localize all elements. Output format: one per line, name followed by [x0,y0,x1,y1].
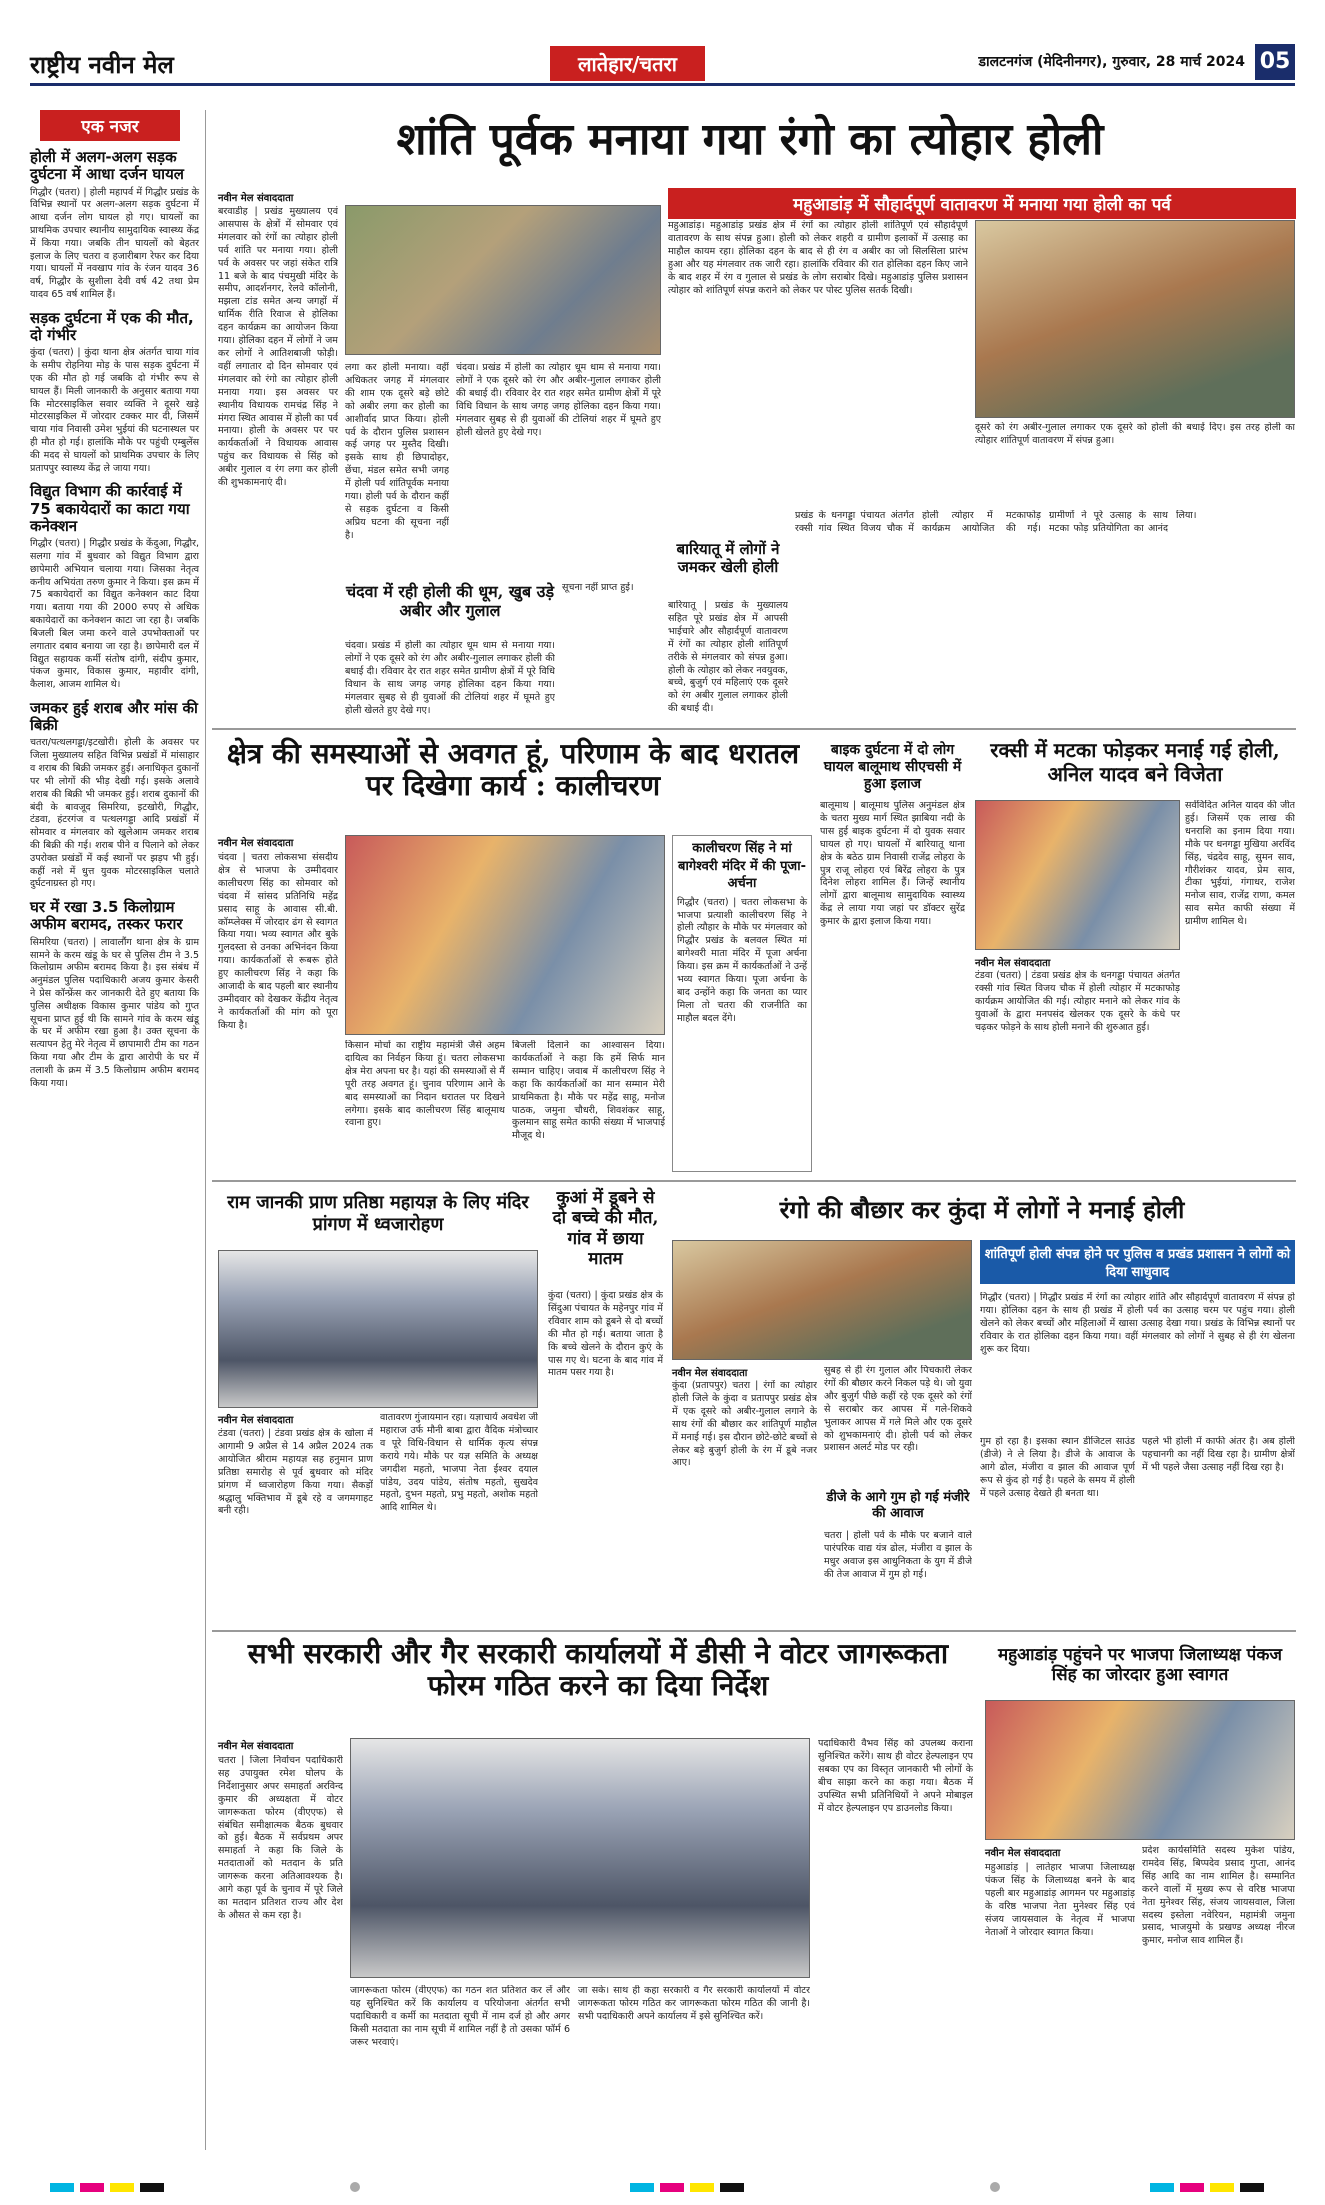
sidebar-item-headline: होली में अलग-अलग सड़क दुर्घटना में आधा दर्जन घायल [30,148,184,184]
sidebar-item-text: चतरा/पत्थलगड्डा/इटखोरी। होली के अवसर पर जिला मुख्यालय सहित विभिन्न प्रखंडों में मांसाहार व शराब की बिक्री जमकर हुई। अनाधिकृत दुकानों पर भी लोगों की भीड़ देखी गई। इसके अलावे शराब की बिक्री भी जमकर हुई। शराब दुकानों की बंदी के बावजूद सिमरिया, इटखोरी, गिद्धौर, टंडवा, हंटरगंज व पत्थलगड्डा आदि प्रखंडों में सोमवार व मंगलवार को खुलेआम जमकर शराब की बिक्री की गई। शराब पीने व पिलाने को लेकर उपरोक्त प्रखंडों में कई स्थानों पर झड़प भी हुई। कहीं नशे में धुत्त युवक मोटरसाइकिल चलाते दुर्घटनाग्रस्त हो गए। [30,737,199,890]
lead-headline: शांति पूर्वक मनाया गया रंगो का त्योहार होली [396,114,1104,165]
sidebar-item-headline: विद्युत विभाग की कार्रवाई में 75 बकायेदारों का काटा गया कनेक्शन [30,482,190,535]
divider [212,728,1296,730]
sidebar-item-headline: सड़क दुर्घटना में एक की मौत, दो गंभीर [30,308,194,345]
kalicharan-puja-box [672,835,812,1172]
divider [212,1180,1296,1182]
kalicharan-photo [345,835,665,1035]
kunda-photo [672,1240,972,1360]
kalicharan-text: चंदवा | चतरा लोकसभा संसदीय क्षेत्र से भाजपा के उम्मीदवार कालीचरण सिंह का सोमवार को चंदवा में सांसद प्रतिनिधि महेंद्र प्रसाद साहू के आवास सी.बी. कॉम्प्लेक्स में जोरदार ढंग से स्वागत किया गया। भव्य स्वागत और बुके गुलदस्ता से उनका अभिनंदन किया गया। कार्यकर्ताओं से रूबरू होते हुए कालीचरण सिंह ने कहा कि आजादी के बाद पहली बार स्थानीय उम्मीदवार को देखकर केंद्रीय नेतृत्व ने कार्यकर्ताओं की मांग को पूरा किया है। [218,852,338,1031]
bariyatu-text: बारियातू | प्रखंड के मुख्यालय सहित पूरे प्रखंड क्षेत्र में आपसी भाईचारे और सौहार्दपूर्ण वातावरण में रंगों का त्योहार होली शांतिपूर्ण तरीके से मंगलवार को संपन्न हुआ। होली के त्योहार को लेकर नवयुवक, बच्चे, बुजुर्ग एवं महिलाएं एक दूसरे को रंग अबीर गुलाल लगाकर होली की बधाई दी। [668,600,788,715]
lead-subheadline: चंदवा में रही होली की धूम, खुब उड़े अबीर और गुलाल [345,582,555,621]
paper-name: राष्ट्रीय नवीन मेल [30,51,174,79]
bhajpa-text-2: प्रदेश कार्यसमिति सदस्य मुकेश पांडेय, रामदेव सिंह, बिप्पदेव प्रसाद गुप्ता, आनंद सिंह आदि का नाम शामिल है। सम्मानित करने वालों में मुख्य रूप से वरिष्ठ भाजपा नेता मुनेश्वर सिंह, संजय जायसवाल, जिला सदस्य इस्तेला नवेरियन, महामंत्री जमुना प्रसाद, भाजयुमो के प्रखण्ड अध्यक्ष नीरज कुमार, मनोज साव शामिल हैं। [1142,1845,1295,1947]
lead-text-col2: लगा कर होली मनाया। वहीं अधिकतर जगह में मंगलवार की शाम एक दूसरे बड़े छोटे को अबीर लगा कर होली का आशीर्वाद प्राप्त किया। होली पर्व के दौरान पुलिस प्रशासन कई जगह पर मुस्तैद दिखी। इसके साथ ही छिपादोहर, छेंचा, मंडल समेत सभी जगह में होली पर्व शांतिपूर्वक मनाया गया। होली पर्व के दौरान कहीं से सड़क दुर्घटना व किसी अप्रिय घटना की सूचना नहीं है। [345,362,449,541]
bhajpa-headline: महुआडांड़ पहुंचने पर भाजपा जिलाध्यक्ष पंकज सिंह का जोरदार हुआ स्वागत [997,1645,1282,1686]
kunda-text-2: सुबह से ही रंग गुलाल और पिचकारी लेकर रंगों की बौछार करने निकल पड़े थे। जो युवा और बुजुर्ग पीछे कहीं रहे एक दूसरे को रंगों से सराबोर कर आपस में गले-शिकवे भुलाकर आपस में गले मिले और एक दूसरे को शुभकामनाएं दी। होली पर्व को लेकर प्रशासन अलर्ट मोड पर रही। [824,1365,972,1454]
sidebar-ek-najar [30,110,206,2150]
sidebar-item-text: कुंदा (चतरा) | कुंदा थाना क्षेत्र अंतर्गत चाया गांव के समीप रोहनिया मोड़ के पास सड़क दुर्घटना में एक की मौत हो गई जबकि दो गंभीर रूप से घायल हैं। मिली जानकारी के अनुसार बताया गया कि मोटरसाइकिल सवार व्यक्ति ने दूसरे खड़े मोटरसाइकिल में जोरदार टक्कर मार दी, जिसमें चाया गांव निवासी उमेश भुईयां की घटनास्थल पर ही मौत हो गई। हालांकि मौके पर पहुंची एम्बुलेंस की मदद से घायलों को प्राथमिक उपचार के लिए प्रतापपुर स्वास्थ्य केंद्र ले जाया गया। [30,347,199,474]
raksi-text: टंडवा (चतरा) | टंडवा प्रखंड क्षेत्र के धनगड्डा पंचायत अंतर्गत रक्सी गांव स्थित विजय चौक में होली त्योहार में मटकाफोड़ कार्यक्रम आयोजित की गई। त्योहार मनाने को लेकर गांव के युवाओं के द्वारा मनपसंद खेलकर एक दूसरे के कंधे पर चढ़कर फोड़ने के साथ होली मनाने की शुरुआत हुई। [975,970,1180,1033]
ram-photo [218,1250,538,1408]
sidebar-item [30,899,205,1090]
puja-text: गिद्धौर (चतरा) | चतरा लोकसभा के भाजपा प्रत्याशी कालीचरण सिंह ने होली त्यौहार के मौके पर मंगलवार को गिद्धौर प्रखंड के बलवल स्थित मां बागेश्वरी माता मंदिर में पूजा अर्चना किया। इस क्रम में कार्यकर्ताओं ने उन्हें भव्य स्वागत किया। पूजा अर्चना के बाद उन्होंने कहा कि जनता का प्यार मिला तो चतरा की राजनीति का माहौल बदल देंगे। [677,896,807,1024]
masthead [30,44,1295,86]
puja-headline: कालीचरण सिंह ने मां बागेश्वरी मंदिर में की पूजा-अर्चना [678,841,806,892]
bhajpa-byline: नवीन मेल संवाददाता [985,1848,1061,1859]
kunda-headline: रंगो की बौछार कर कुंदा में लोगों ने मनाई होली [779,1195,1185,1224]
dc-text-2: जागरूकता फोरम (वीएएफ) का गठन शत प्रतिशत कर लें और यह सुनिश्चित करें कि कार्यालय व परियोजना अंतर्गत सभी पदाधिकारी व कर्मी का मतदाता सूची में नाम दर्ज हो और अगर किसी मतदाता का नाम सूची में शामिल नहीं है तो उसका फॉर्म 6 जरूर भरवाएं। [350,1985,570,2048]
sidebar-item [30,310,205,476]
sidebar-item-headline: घर में रखा 3.5 किलोग्राम अफीम बरामद, तस्कर फरार [30,898,183,934]
giddhaur-text-3: पहले भी होली में काफी अंतर है। अब होली पहचानगी का नहीं दिख रहा है। ग्रामीण क्षेत्रों में भी पहले जैसा उत्साह नहीं दिख रहा है। [1142,1436,1295,1473]
kuan-headline: कुआं में डूबने से दो बच्चे की मौत, गांव में छाया मातम [552,1188,659,1270]
kalicharan-text-2: किसान मोर्चा का राष्ट्रीय महामंत्री जैसे अहम दायित्व का निर्वहन किया हूं। चतरा लोकसभा क्षेत्र मेरा अपना घर है। यहां की समस्याओं से मैं पूरी तरह अवगत हूं। चुनाव परिणाम आने के बाद समस्याओं का निदान धरातल पर दिखने लगेगा। इसके बाद कालीचरण सिंह बालूमाथ रवाना हुए। [345,1040,505,1129]
giddhaur-text-2: गुम हो रहा है। इसका स्थान डीजिटल साउंड (डीजे) ने ले लिया है। डीजे के आवाज के आगे ढोल, मंजीरा व झाल की आवाज पूर्ण रूप से कुंद हो गई है। पहले के समय में होली में पहले उत्साह देखते ही बनता था। [980,1436,1135,1499]
dc-headline: सभी सरकारी और गैर सरकारी कार्यालयों में डीसी ने वोटर जागरूकता फोरम गठित करने का दिया निर्देश [247,1637,949,1703]
kunda-text: कुंदा (प्रतापपुर) चतरा | रंगों का त्योहार होली जिले के कुंदा व प्रतापपुर प्रखंड क्षेत्र में एक दूसरे को अबीर-गुलाल लगाने के साथ रंगों की बौछार कर शांतिपूर्ण माहौल में मनाई गई। इस दौरान छोटे-छोटे बच्चों से लेकर बड़े बुजुर्ग होली के रंग में डूबे नजर आए। [672,1380,817,1469]
sidebar-item-text: गिद्धौर (चतरा) | होली महापर्व में गिद्धौर प्रखंड के विभिन्न स्थानों पर अलग-अलग सड़क दुर्घटना में आधा दर्जन लोग घायल हो गए। घायलों का प्राथमिक उपचार स्थानीय सामुदायिक स्वास्थ्य केंद्र में किया गया। जबकि तीन घायलों को बेहतर इलाज के लिए चतरा व हजारीबाग रेफर कर दिया गया। घायलों में नवखाप गांव के रंजन यादव 36 वर्ष, गिद्धौर के सुशीला देवी वर्ष 42 तथा प्रेम यादव 65 वर्ष शामिल हैं। [30,186,199,300]
mahuadanr-headline: महुआडांड़ में सौहार्दपूर्ण वातावरण में मनाया गया होली का पर्व [668,188,1296,219]
raksi-headline: रक्सी में मटका फोड़कर मनाई गई होली, अनिल यादव बने विजेता [990,738,1280,786]
dc-byline: नवीन मेल संवाददाता [218,1741,294,1752]
dc-text: चतरा | जिला निर्वाचन पदाधिकारी सह उपायुक्त रमेश घोलप के निर्देशानुसार अपर समाहर्ता अरविन्द कुमार की अध्यक्षता में वोटर जागरूकता फोरम (वीएएफ) से संबंधित समीक्षात्मक बैठक बुधवार को हुई। बैठक में सर्वप्रथम अपर समाहर्ता ने कहा कि जिले के मतदाताओं को मतदान के प्रति जागरूक करना अतिआवश्यक है। आगे कहा पूर्व के चुनाव में पूरे जिले का मतदान प्रतिशत राज्य और देश के औसत से कम रहा है। [218,1755,343,1921]
balumath-headline: बाइक दुर्घटना में दो लोग घायल बालूमाथ सीएचसी में हुआ इलाज [823,742,962,792]
sidebar-item [30,483,205,692]
sidebar-item [30,149,205,302]
sidebar-item-text: गिद्धौर (चतरा) | गिद्धौर प्रखंड के केंदुआ, गिद्धौर, सलगा गांव में बुधवार को विद्युत विभाग द्वारा छापेमारी अभियान चलाया गया। जिसका नेतृत्व कनीय अभियंता तरुण कुमार ने किया। इस क्रम में 75 बकायेदारों का विद्युत कनेक्शन काट दिया गया। बताया गया की 2000 रुपए से अधिक बकायेदारों का कनेक्शन काटा जा रहा है। जबकि बिजली बिल जमा करने वाले उपभोक्ताओं पर लगातार दबाव बनाया जा रहा है। छापेमारी दल में विद्युत सहायक कर्मी संतोष दांगी, संदीप कुमार, पंकज कुमार, विकास कुमार, महावीर दांगी, कैलाश, आजम शामिल थे। [30,538,199,691]
giddhaur-headline: शांतिपूर्ण होली संपन्न होने पर पुलिस व प्रखंड प्रशासन ने लोगों को दिया साधुवाद [980,1240,1295,1284]
lead-text-col1: बरवाडीह | प्रखंड मुख्यालय एवं आसपास के क्षेत्रों में सोमवार एवं मंगलवार को रंगों का त्योहार होली पर्व शांति पर मनाया गया। होली पर्व के अवसर पर जहां संकेत रात्रि 11 बजे के बाद पंचमुखी मंदिर के समीप, आदर्शनगर, रेलवे कॉलोनी, मझला टांड समेत अन्य जगहों में धार्मिक रीति रिवाज से होलिका दहन कार्यक्रम का आयोजन किया गया। होलिका दहन में लोगों ने जम कर लोगों ने आतिशबाजी फोड़ी। वहीं लगातार दो दिन सोमवार एवं मंगलवार को रंगो का त्योहार होली मनाया गया। इस अवसर पर स्थानीय विधायक रामचंद्र सिंह ने मंगरा स्थित आवास में होली का पर्व मनाया। होली के अवसर पर पर कार्यकर्ताओं ने विधायक आवास पहुंच कर विधायक से सिंह को अबीर गुलाल व रंग लगा कर होली की शुभकामनाएं दी। [218,206,338,489]
ram-byline: नवीन मेल संवाददाता [218,1415,294,1426]
mahuadanr-text-2: दूसरे को रंग अबीर-गुलाल लगाकर एक दूसरे को होली की बधाई दिए। इस तरह होली का त्योहार शांतिपूर्ण वातावरण में संपन्न हुआ। [975,422,1295,446]
sidebar-item-headline: जमकर हुई शराब और मांस की बिक्री [30,698,198,735]
page-number: 05 [1255,44,1295,80]
kalicharan-byline: नवीन मेल संवाददाता [218,838,294,849]
mahuadanr-continued-text: प्रखंड के धनगड्डा पंचायत अंतर्गत रक्सी गांव स्थित विजय चौक में होली त्योहार में मटकाफोड़ कार्यक्रम आयोजित की गई। ग्रामीणों ने पूरे उत्साह के साथ मटका फोड़ प्रतियोगिता का आनंद लिया। [795,510,1197,534]
raksi-text-2: सर्वविदित अनिल यादव की जीत हुई। जिसमें एक लाख की धनराशि का इनाम दिया गया। मौके पर धनगड्डा मुखिया अरविंद सिंह, चंद्रदेव साहू, सुमन साव, गौरीशंकर यादव, प्रेम साव, टीका भुईयां, गंगाधर, राजेश मनोज साव, राजेंद्र राणा, कमल साव समेत काफी संख्या में ग्रामीण शामिल थे। [1185,800,1295,928]
ram-headline: राम जानकी प्राण प्रतिष्ठा महायज्ञ के लिए मंदिर प्रांगण में ध्वजारोहण [227,1192,529,1235]
lead-text-sub: चंदवा। प्रखंड में होली का त्योहार धूम धाम से मनाया गया। लोगों ने एक दूसरे को रंग और अबीर-गुलाल लगाकर होली की बधाई दी। रविवार देर रात शहर समेत ग्रामीण क्षेत्रों में पूरे विधि विधान के साथ जगह जगह होलिका दहन किया गया। मंगलवार सुबह से ही युवाओं की टोलियां शहर में घूमते हुए होली खेलते हुए देखे गए। [345,640,555,716]
dc-text-3: जा सके। साथ ही कहा सरकारी व गैर सरकारी कार्यालयों में वोटर जागरूकता फोरम गठित कर जागरूकता फोरम गठित की जानी है। सभी पदाधिकारी अपने कार्यालय में इसे सुनिश्चित करें। [578,1985,810,2022]
sidebar-item-text: सिमरिया (चतरा) | लावालौंग थाना क्षेत्र के ग्राम सामने के करम खंडू के घर से पुलिस टीम ने 3.5 किलोग्राम अफीम बरामद किया है। इस संबंध में अनुमंडल पुलिस पदाधिकारी अजय कुमार केसरी ने प्रेस कॉन्फ्रेंस कर जानकारी देते हुए बताया कि पुलिस अधीक्षक विकास कुमार पांडेय को गुप्त सूचना प्राप्त हुई थी कि सामने गांव के करम खंडू के घर में अफीम रखा हुआ है। उक्त सूचना के सत्यापन हेतु मेरे नेतृत्व में छापामारी टीम का गठन किया गया और टीम के द्वारा आरोपी के घर में तलाशी के क्रम में 3.5 किलोग्राम अफीम बरामद किया गया। [30,936,199,1089]
sidebar-item [30,700,205,891]
mahuadanr-text: महुआडांड़। महुआडांड़ प्रखंड क्षेत्र में रंगों का त्योहार होली शांतिपूर्ण एवं सौहार्दपूर्ण वातावरण के साथ संपन्न हुआ। होली को लेकर शहरी व ग्रामीण इलाकों में उत्साह का माहौल कायम रहा। होलिका दहन के बाद से ही रंग व अबीर का जो सिलसिला प्रारंभ हुआ और यह मंगलवार तक जारी रहा। हालांकि रविवार की रात होलिका दहन किए जाने के बाद शहर में रंग व गुलाल से प्रखंड के लोग सराबोर दिखे। महुआडांड़ पुलिस प्रशासन त्योहार को शांतिपूर्ण संपन्न कराने को लेकर पर पोस्ट पुलिस सतर्क दिखी। [668,220,968,296]
kuan-text: कुंदा (चतरा) | कुंदा प्रखंड क्षेत्र के सिंदुआ पंचायत के महेनपुर गांव में रविवार शाम को डूबने से दो बच्चों की मौत हो गई। बताया जाता है कि बच्चे खेलने के दौरान कुएं के पास गए थे। घटना के बाद गांव में मातम पसर गया है। [548,1290,663,1379]
bariyatu-subheadline: बारियातू में लोगों ने जमकर खेली होली [676,540,780,576]
mahuadanr-photo [975,220,1295,418]
section-tag: लातेहार/चतरा [550,46,705,81]
kunda-byline: नवीन मेल संवाददाता [672,1368,748,1379]
lead-photo [345,205,661,355]
ram-text-2: वातावरण गुंजायमान रहा। यज्ञाचार्य अवधेश जी महाराज उर्फ मौनी बाबा द्वारा वैदिक मंत्रोच्चार व पूरे विधि-विधान से धार्मिक कृत्य संपन्न कराये गये। मौके पर यज्ञ समिति के अध्यक्ष जगदीश महतो, भाजपा नेता ईश्वर दयाल पांडेय, उदय पांडेय, संतोष महतो, सुखदेव महतो, दुभन महतो, प्रभु महतो, अशोक महतो आदि शामिल थे। [380,1412,538,1514]
giddhaur-text: गिद्धौर (चतरा) | गिद्धौर प्रखंड में रंगों का त्योहार शांति और सौहार्दपूर्ण वातावरण में संपन्न हो गया। होलिका दहन के साथ ही प्रखंड में होली पर्व का उत्साह चरम पर पहुंच गया। होली खेलने को लेकर बच्चों और महिलाओं में खासा उत्साह देखा गया। प्रखंड के विभिन्न स्थानों पर रविवार के रात होलिका दहन किया गया। वहीं मंगलवार को लोगों ने सुबह से ही रंग खेलना शुरू कर दिया। [980,1292,1295,1355]
ram-text: टंडवा (चतरा) | टंडवा प्रखंड क्षेत्र के खोला में आगामी 9 अप्रैल से 14 अप्रैल 2024 तक आयोजित श्रीराम महायज्ञ सह हनुमान प्राण प्रतिष्ठा समारोह से पूर्व बुधवार को मंदिर प्रांगण में ध्वजारोहण किया गया। सैकड़ों श्रद्धालु भक्तिभाव में डूबे रहे व जगमगाहट बनी रही। [218,1428,373,1517]
dc-photo [350,1738,810,1978]
raksi-photo [975,800,1180,950]
dj-text: चतरा | होली पर्व के मौके पर बजाने वाले पारंपरिक वाद्य यंत्र ढोल, मंजीरा व झाल के मधुर अवाज इस आधुनिकता के युग में डीजे की तेज आवाज में गुम हो गई। [824,1530,972,1580]
bhajpa-photo [985,1700,1295,1840]
kalicharan-headline: क्षेत्र की समस्याओं से अवगत हूं, परिणाम के बाद धरातल पर दिखेगा कार्य : कालीचरण [226,737,800,803]
kalicharan-text-3: बिजली दिलाने का आश्वासन दिया। कार्यकर्ताओं ने कहा कि हमें सिर्फ मान सम्मान चाहिए। जवाब में कालीचरण सिंह ने कहा कि कार्यकर्ताओं का मान सम्मान मेरी प्राथमिकता है। मौके पर महेंद्र साहू, मनोज पाठक, जमुना चौधरी, शिवशंकर साहू, कुलमान साहू समेत काफी संख्या में भाजपाई मौजूद थे। [512,1040,665,1142]
dateline: डालटनगंज (मेदिनीनगर), गुरुवार, 28 मार्च 2024 [978,54,1245,70]
bhajpa-text: महुआडांड़ | लातेहार भाजपा जिलाध्यक्ष पंकज सिंह के जिलाध्यक्ष बनने के बाद पहली बार महुआडांड़ आगमन पर महुआडांड़ के वरिष्ठ भाजपा नेता मुनेश्वर सिंह एवं संजय जायसवाल के नेतृत्व में भाजपा नेताओं ने जोरदार स्वागत किया। [985,1862,1135,1938]
dj-subheadline: डीजे के आगे गुम हो गई मंजीरे की आवाज [826,1490,970,1521]
raksi-byline: नवीन मेल संवाददाता [975,958,1051,969]
lead-byline: नवीन मेल संवाददाता [218,193,294,204]
lead-text-col4: सूचना नहीं प्राप्त हुई। [562,582,634,593]
balumath-text: बालूमाथ | बालूमाथ पुलिस अनुमंडल क्षेत्र के चतरा मुख्य मार्ग स्थित झाबिया नदी के पास हुई बाइक दुर्घटना में दो युवक सवार घायल हो गए। घायलों में बारियातू थाना क्षेत्र के बठेठ ग्राम निवासी राजेंद्र लोहरा के पुत्र राजू लोहरा एवं बिरेंद्र लोहरा के पुत्र दिनेश लोहरा शामिल हैं। जिन्हें स्थानीय लोगों द्वारा बालूमाथ सामुदायिक स्वास्थ्य केंद्र ले लाया गया जहां पर डॉक्टर सुरेंद्र कुमार के द्वारा इलाज किया गया। [820,800,965,928]
print-registration-bar [30,2182,1295,2194]
sidebar-tag: एक नजर [40,110,180,141]
divider [212,1630,1296,1632]
dc-text-4: पदाधिकारी वैभव सिंह को उपलब्ध कराना सुनिश्चित करेंगे। साथ ही वोटर हेल्पलाइन एप सबका एप का विस्तृत जानकारी भी लोगों के बीच साझा करने का कहा गया। बैठक में उपस्थित सभी प्रतिनिधियों ने अपने मोबाइल में वोटर हेल्पलाइन एप डाउनलोड किया। [818,1738,973,1814]
lead-text-col3: चंदवा। प्रखंड में होली का त्योहार धूम धाम से मनाया गया। लोगों ने एक दूसरे को रंग और अबीर-गुलाल लगाकर होली की बधाई दी। रविवार देर रात शहर समेत ग्रामीण क्षेत्रों में पूरे विधि विधान के साथ जगह जगह होलिका दहन किया गया। मंगलवार सुबह से ही युवाओं की टोलियां शहर में घूमते हुए होली खेलते हुए देखे गए। [456,362,661,438]
